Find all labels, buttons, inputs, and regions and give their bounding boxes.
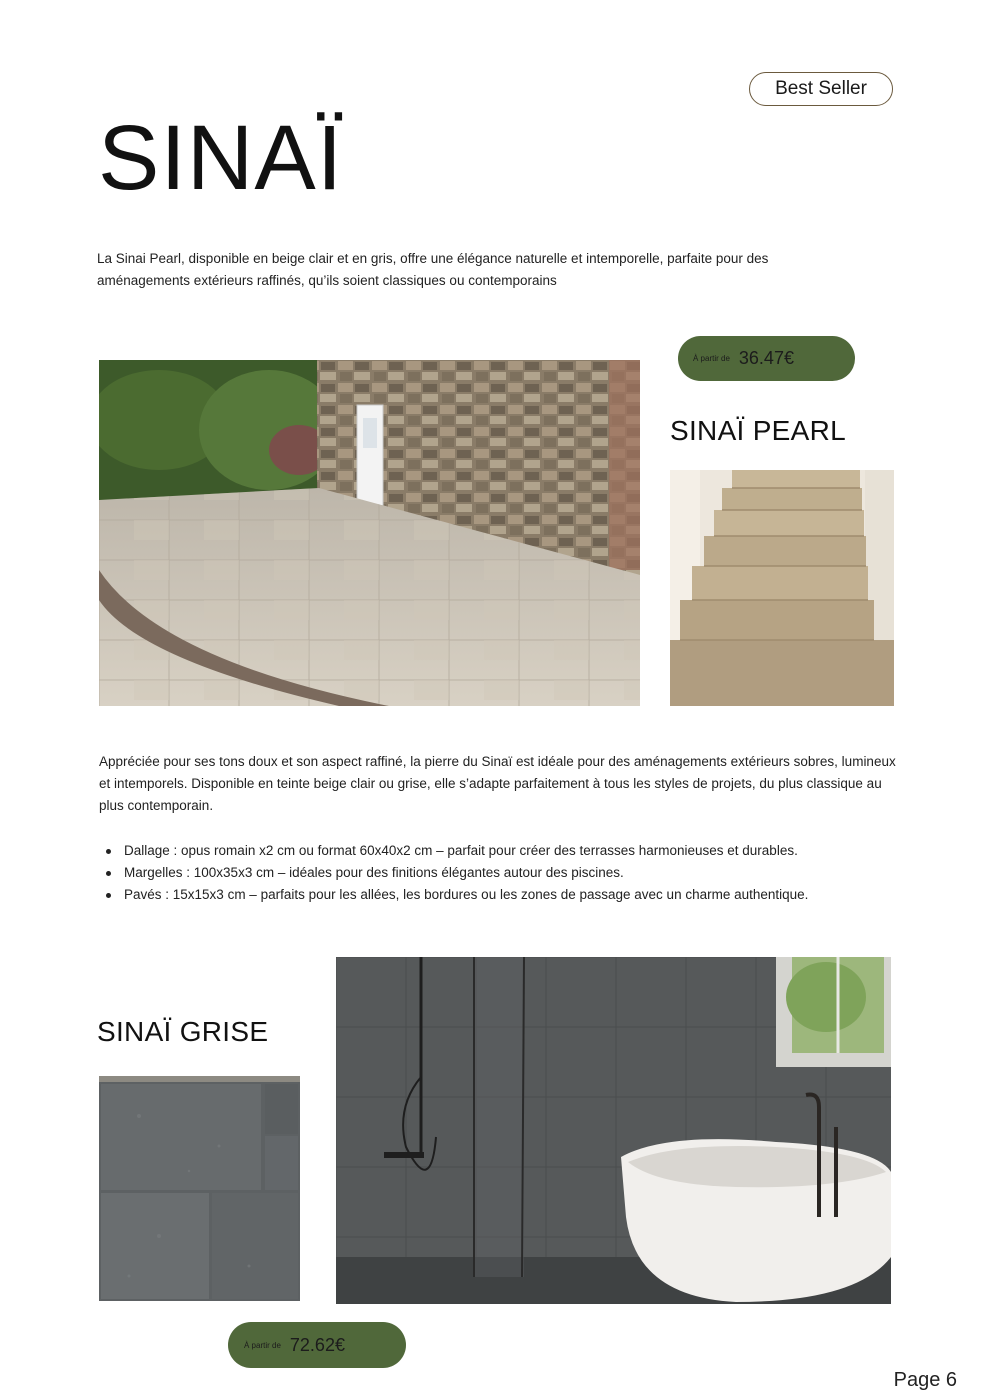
intro-text: La Sinai Pearl, disponible en beige clair et en gris, offre une élégance naturelle et intemporelle, parfaite pour des aménagements extérieurs raffinés, qu’ils soient classiques ou contemporains: [97, 251, 769, 288]
list-item: Margelles : 100x35x3 cm – idéales pour des finitions élégantes autour des piscines.: [99, 862, 899, 884]
grise-price-label: À partir de: [244, 1340, 281, 1350]
list-item: Dallage : opus romain x2 cm ou format 60x40x2 cm – parfait pour créer des terrasses harmonieuses et durables.: [99, 840, 899, 862]
page-number: Page 6: [893, 1369, 957, 1391]
grise-title: SINAÏ GRISE: [97, 1016, 269, 1047]
pearl-title: SINAÏ PEARL: [670, 415, 847, 446]
grise-price-value: 72.62€: [289, 1334, 345, 1355]
bathroom-photo: [336, 957, 891, 1304]
pearl-price-pill: [678, 336, 855, 381]
pearl-price-value: 36.47€: [738, 348, 794, 368]
list-item: Pavés : 15x15x3 cm – parfaits pour les allées, les bordures ou les zones de passage avec un charme authentique.: [99, 884, 899, 906]
pearl-price-label: À partir de: [693, 354, 730, 363]
grise-price-pill: [228, 1322, 406, 1368]
description-text: Appréciée pour ses tons doux et son aspect raffiné, la pierre du Sinaï est idéale pour des aménagements extérieurs sobres, lumineux et intemporels. Disponible en teinte beige clair ou grise, elle s’adapte parfaitement à tous les styles de projets, du plus classique au plus contemporain.: [99, 754, 896, 813]
stairs-photo: [670, 470, 894, 706]
grey-tile-photo: [99, 1076, 300, 1301]
best-seller-badge: Best Seller: [749, 72, 893, 106]
patio-photo: [99, 360, 640, 706]
product-list: [99, 840, 899, 906]
page-title: SINAÏ: [98, 107, 344, 209]
